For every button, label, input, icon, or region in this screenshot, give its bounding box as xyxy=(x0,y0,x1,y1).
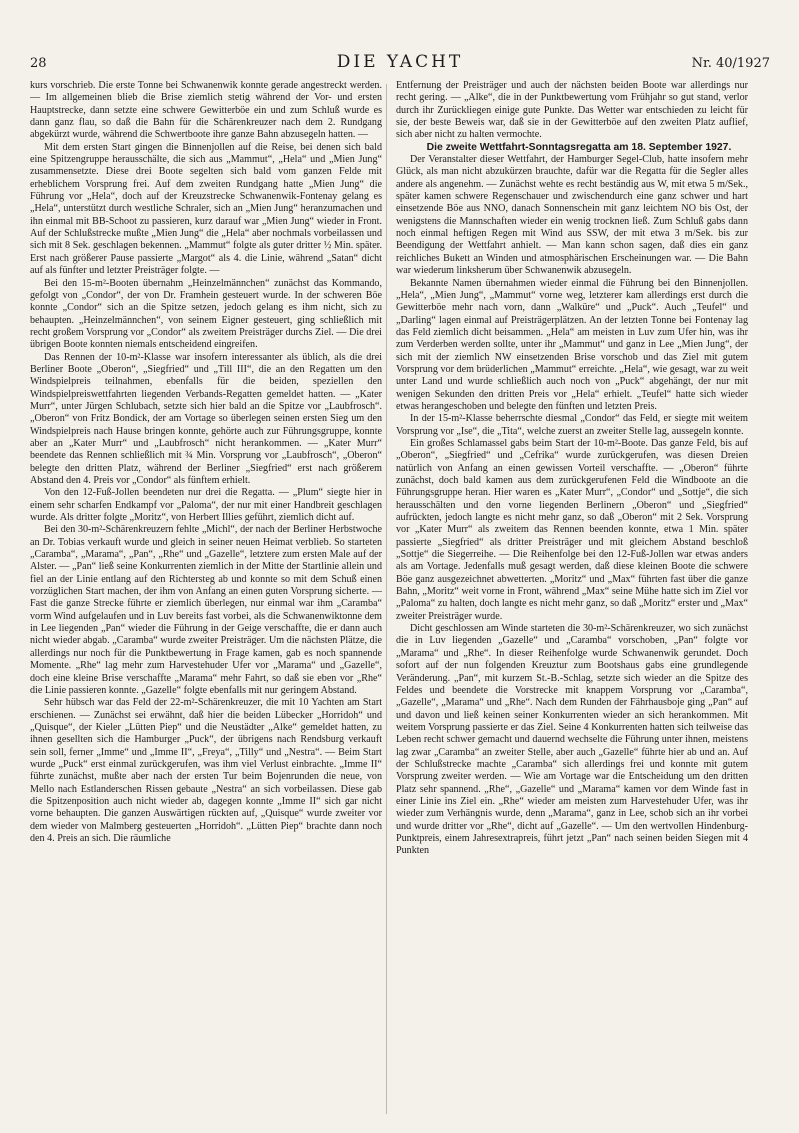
left-column xyxy=(30,80,382,1120)
paragraph: Bei den 30-m²-Schärenkreuzern fehlte „Michl“, der nach der Berliner Herbstwoche an Dr. Tobias verkauft wurde und gleich in seiner neuen Heimat verblieb. So starteten „Caramba“, „Marama“, „Pan“, „Rhe“ und „Gazelle“, letztere zum ersten Male auf der Alster. — „Pan“ ließ seine Konkurrenten ziemlich in der Mitte der Startlinie allein und fiel an der Linie entlang auf den Richtersteg ab und konnte so mit dem Schuß einen vorzüglichen Start machen, der ihm von Anfang an einen guten Vorsprung sicherte. — Fast die ganze Strecke führte er ziemlich überlegen, nur einmal war ihm „Caramba“ vorm Wind aufgelaufen und in Luv bereits fast vorbei, als die Schwanenwiktonne dem in Lee liegenden „Pan“ wieder die Führung in der Geige verschaffte, die er dann auch nicht wieder abgab. „Caramba“ wurde zweiter Preisträger. Um die nächsten Plätze, die allerdings nur noch für die Punktbewertung in Frage kamen, gab es noch spannende Momente. „Rhe“ lag mehr zum Harvestehuder Ufer vor „Marama“ und „Gazelle“, doch eine kleine Brise verschaffte „Marama“ mehr Fahrt, so daß sie eben vor „Rhe“ die Linie passieren konnte. „Gazelle“ folgte ebenfalls mit nur geringem Abstand. xyxy=(30,524,382,696)
page-header xyxy=(30,52,770,76)
paragraph: Ein großes Schlamassel gabs beim Start der 10-m²-Boote. Das ganze Feld, bis auf „Oberon“, „Siegfried“ und „Cefrika“ wurde zurückgerufen, was diesen Dreien natürlich von Anfang an einen gewissen Vorteil verschaffte. — „Oberon“ führte zunächst, doch bald kamen aus dem zurückgerufenen Feld die Windboote an die Führungsgruppe heran. Hier waren es „Kater Murr“, „Condor“ und „Sottje“, die sich herausschälten und den vorne liegenden Berlinern „Oberon“ und „Siegfried“ aufrückten, jedoch langte es nicht mehr ganz, so daß „Oberon“ mit 2 Sek. Vorsprung vor „Kater Murr“ als zweitem das Rennen beenden konnte, etwa 1 Min. später passierte „Siegfried“ als dritter Preisträger und mit gleichem Abstand beschloß „Sottje“ die Siegerreihe. — Die Reihenfolge bei den 12-Fuß-Jollen war etwas anders als am Vortage. Jedenfalls muß gesagt werden, daß diese kleinen Boote die schwere Böe ganz ausgezeichnet abwetterten. „Moritz“ und „Max“ führten fast über die ganze Bahn, „Moritz“ weit vorne in Front, während „Max“ seine Mühe hatte sich im Ziel vor „Paloma“ zu halten, doch langte es nicht mehr ganz, so daß „Moritz“ erster und „Max“ zweiter Preisträger wurde. xyxy=(396,437,748,622)
paragraph: Entfernung der Preisträger und auch der nächsten beiden Boote war allerdings nur recht gering. — „Alke“, die in der Punktbewertung vom Frühjahr so gut stand, verlor durch ihr Zurückliegen einige gute Punkte. Das Wetter war entschieden zu leicht für sie, der beste Beweis war, daß sie in der Gewitterböe auf den zweiten Platz auflief, sich aber nicht zu halten vermochte. xyxy=(396,80,748,141)
paragraph: kurs vorschrieb. Die erste Tonne bei Schwanenwik konnte gerade angestreckt werden. — Im allgemeinen blieb die Brise ziemlich stetig während der Vor- und ersten Hauptstrecke, dann setzte eine schwere Gewitterböe ein und zum Schluß wurde es dann ganz flau, so daß die Bahn für die Schärenkreuzer nach dem 2. Rundgang abgekürzt wurde, während die Schwertboote ihre ganze Bahn abzusegeln hatten. — xyxy=(30,80,382,141)
paragraph: Das Rennen der 10-m²-Klasse war insofern interessanter als üblich, als die drei Berliner Boote „Oberon“, „Siegfried“ und „Till III“, die an den Regatten um den Windspielpreis teilnahmen, ebenfalls für die beiden, speziellen den Windspielpreiswettfahrten liegenden Verbands-Regatten gemeldet hatten. — „Kater Murr“, unter Jürgen Schlubach, setzte sich hier bald an die Spitze vor „Laubfrosch“. „Oberon“ von Fritz Bondick, der am Vortage so überlegen seinen ersten Sieg um den Windspielpreis nach Hause bringen konnte, gehörte auch zur Führungsgruppe, konnte aber an „Kater Murr“ und „Laubfrosch“ nicht herankommen. — „Kater Murr“ beendete das Rennen schließlich mit ¾ Min. Vorsprung vor „Laubfrosch“, „Oberon“ belegte den dritten Platz, während der Berliner „Siegfried“ erst nach größerem Abstand den 4. Preis vor „Condor“ als fünftem erhielt. xyxy=(30,351,382,486)
right-column xyxy=(396,80,748,1120)
column-divider xyxy=(386,84,387,1114)
paragraph: Sehr hübsch war das Feld der 22-m²-Schärenkreuzer, die mit 10 Yachten am Start erschienen. — Zunächst sei erwähnt, daß hier die beiden Lübecker „Horridoh“ und „Quisque“, der Kieler „Lütten Piep“ und die Neustädter „Alke“ gemeldet hatten, zu ihnen gesellten sich die Hamburger „Puck“, der übrigens nach Rendsburg verkauft sein soll, ferner „Imme“ und „Imme II“, „Freya“, „Tilly“ und „Nestra“. — Beim Start wurde „Puck“ erst einmal zurückgerufen, was ihm viel Verlust einbrachte. „Imme II“ führte zunächst, mußte aber nach der ersten Tur beim Bojenrunden die neue, von Mello nach Estlanderschen Rissen gebaute „Nestra“ an sich vorbeilassen. Diese gab die Spitzenposition auch nicht wieder ab, dagegen konnte „Imme II“ sich gar nicht vorne behaupten. Die ganzen Auswärtigen rückten auf, „Quisque“ wurde zweiter vor dem wieder von Malmberg gesteuerten „Horridoh“. „Lütten Piep“ brachte dann noch den 4. Preis an sich. Die räumliche xyxy=(30,697,382,844)
paragraph: Mit dem ersten Start gingen die Binnenjollen auf die Reise, bei denen sich bald eine Spitzengruppe herausschälte, die sich aus „Mammut“, „Hela“ und „Mien Jung“ zusammensetzte. Diese drei Boote segelten sich bald vom ganzen Felde mit erheblichem Vorsprung frei. Auf dem zweiten Rundgang hatte „Mien Jung“ die Führung vor „Hela“, doch auf der Kreuzstrecke Schwanenwik-Fontenay gelang es „Hela“, unterstützt durch westliche Schraler, sich an „Mien Jung“ heranzumachen und ihn einmal mit BB-Schoot zu passieren, kurz darauf war „Mien Jung“ wieder in Front. Auf der Schlußstrecke mußte „Mien Jung“ die „Hela“ aber nochmals vorbeilassen und sich mit 8 Sek. geschlagen bekennen. „Mammut“ folgte als guter dritter ½ Min. später. Erst nach größerer Pause passierte „Margot“ als 4. die Linie, während „Satan“ dicht auf als fünfter und letzter Preisträger folgte. — xyxy=(30,141,382,277)
paragraph: Von den 12-Fuß-Jollen beendeten nur drei die Regatta. — „Plum“ siegte hier in einem sehr scharfen Endkampf vor „Paloma“, der nur mit einer Handbreit geschlagen wurde. Als dritter folgte „Moritz“, von Herbert Illies geführt, ziemlich dicht auf. xyxy=(30,487,382,524)
issue-number: Nr. 40/1927 xyxy=(691,56,770,71)
paragraph: Dicht geschlossen am Winde starteten die 30-m²-Schärenkreuzer, wo sich zunächst die in Luv liegenden „Gazelle“ und „Caramba“ vorschoben, „Pan“ folgte vor „Marama“ und „Rhe“. In dieser Reihenfolge wurde Schwanenwik gerundet. Doch sofort auf der nun folgenden Kreuztur zum Bootshaus gabs eine grundlegende Veränderung. „Pan“, mit kurzem St.-B.-Schlag, setzte sich wieder an die Spitze des Feldes und beendete die Vorstrecke mit knappem Vorsprung vor „Caramba“, „Gazelle“, „Marama“ und „Rhe“. Nach dem Runden der Fährhausboje ging „Pan“ auf und davon und ließ keinen seiner Konkurrenten wieder an sich herankommen. Mit weitem Vorsprung passierte er das Ziel. Seine 4 Konkurrenten hatten sich teilweise das Leben recht schwer gemacht und dauernd wechselte die Führung unter ihnen, meistens lag zwar „Caramba“ an zweiter Stelle, aber auch „Gazelle“ führte hier ab und an. Auf der Schlußstrecke machte „Caramba“ sich allerdings frei und konnte mit gutem Vorsprung zweiter werden. — Wie am Vortage war die Entscheidung um den dritten Platz sehr spannend. „Rhe“, „Gazelle“ und „Marama“ kamen vor dem Winde fast in einer Linie ins Ziel ein. „Rhe“ wieder am meisten zum Harvestehuder Ufer, was ihr wieder zum Verhängnis wurde, denn „Marama“, ganz in Lee, schob sich an ihr vorbei und wurde dritter vor „Rhe“, dicht auf „Gazelle“. — Um den wertvollen Hindenburg-Punktpreis, einem Jahresextrapreis, führt jetzt „Pan“ nach seinen beiden Siegen mit 4 Punkten xyxy=(396,623,748,857)
journal-title: DIE YACHT xyxy=(336,52,464,72)
paragraph: In der 15-m²-Klasse beherrschte diesmal „Condor“ das Feld, er siegte mit weitem Vorsprung vor „Ise“, die „Tita“, welche zuerst an zweiter Stelle lag, aussegeln konnte. xyxy=(396,413,748,437)
paragraph: Bekannte Namen übernahmen wieder einmal die Führung bei den Binnenjollen. „Hela“, „Mien Jung“, „Mammut“ vorne weg, letzterer kam allerdings erst durch die Gewitterböe mehr nach vorn, dann „Walküre“ und „Puck“. Auch „Teufel“ und „Darling“ lagen einmal auf Preisträgerplätzen. An der letzten Tonne bei Fontenay lag das Feld ziemlich dicht beisammen. „Hela“ am meisten in Luv zum Ufer hin, was ihr zum Verderben werden sollte, unter ihr „Mammut“ und ganz in Lee „Mien Jung“, der sich mit der ziemlich NW einsetzenden Brise vorschob und das Ziel mit gutem Vorsprung vor dem brüderlichen „Mammut“ erreichte. „Hela“, wie gesagt, war zu weit unter Land und wurde schließlich auch noch von „Puck“ abgehängt, der nur mit wenigen Sekunden den dritten Preis vor „Hela“ erhielt. „Teufel“ hatte sich wieder etwas herangeschoben und belegte den fünften und letzten Preis. xyxy=(396,277,748,412)
section-heading: Die zweite Wettfahrt-Sonntagsregatta am 18. September 1927. xyxy=(426,141,732,153)
paragraph: Der Veranstalter dieser Wettfahrt, der Hamburger Segel-Club, hatte insofern mehr Glück, als man nicht abzukürzen brauchte, dafür war die Regatta für die Segler alles andere als angenehm. — Zunächst wehte es recht beständig aus W, mit etwa 5 m/Sek., später kamen schwere Regenschauer und zwischendurch eine ganz schwer und hart einsetzende Böe aus NNO, danach Sonnenschein mit ganz leichtem NO bis Ost, der wenigstens die Mannschaften wieder ein wenig trocknen ließ. Zum Schluß gabs dann noch einmal heftigen Regen mit Wind aus SSW, der mit etwa 3 m/Sek. bis zur Beendigung der Wettfahrt anhielt. — Man kann schon sagen, daß dies ein ganz reichliches Bukett an Winden und atmosphärischen Erscheinungen war. — Die Bahn war wiederum linksherum über Schwanenwik abzusegeln. xyxy=(396,154,748,277)
page-number: 28 xyxy=(30,56,47,71)
paragraph: Bei den 15-m²-Booten übernahm „Heinzelmännchen“ zunächst das Kommando, gefolgt von „Condor“, der von Dr. Framhein gesteuert wurde. In der schweren Böe konnte „Condor“ sich an die Spitze setzen, jedoch gelang es ihm nicht, sich zu behaupten. „Heinzelmännchen“, von seinem Eigner gesteuert, ging schließlich mit recht großem Vorsprung vor „Condor“ als zweitem Preisträger durchs Ziel. — Die drei übrigen Boote konnten niemals entscheidend eingreifen. xyxy=(30,277,382,351)
